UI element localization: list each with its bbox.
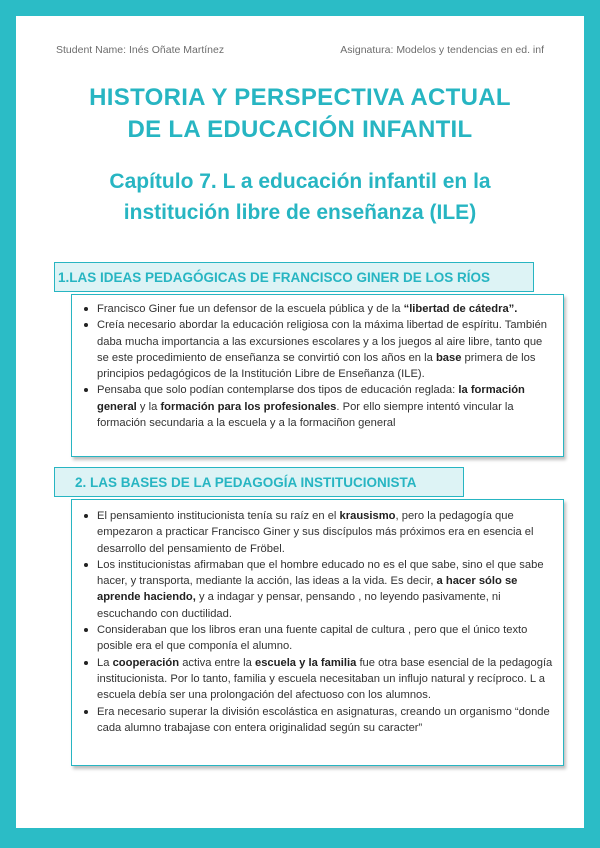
section-1-list: [76, 301, 553, 431]
section-2-box: [71, 499, 564, 766]
main-title-line-1: HISTORIA Y PERSPECTIVA ACTUAL: [89, 84, 511, 111]
main-title-line-2: DE LA EDUCACIÓN INFANTIL: [127, 116, 473, 143]
document-page: [16, 16, 584, 828]
section-2-heading: [54, 467, 464, 497]
section-1-heading: [54, 262, 534, 292]
main-title: [16, 82, 584, 146]
list-item: La cooperación activa entre la escuela y la familia fue otra base esencial de la pedagogía institucionista. Por lo tanto, familia y escuela necesitaban un influjo natural y recíproco. L a escuela debía ser una prolongación del afectuoso con los alumnos.: [76, 655, 553, 704]
section-2-list: [76, 508, 553, 736]
student-name: Student Name: Inés Oñate Martínez: [56, 44, 225, 56]
section-1-box: [71, 294, 564, 457]
subject-name: Asignatura: Modelos y tendencias en ed. inf: [340, 44, 544, 56]
chapter-title-line-2: institución libre de enseñanza (ILE): [123, 201, 477, 224]
list-item: Los institucionistas afirmaban que el hombre educado no es el que sabe, sino el que sabe hacer, y transporta, mediante la acción, las ideas a la vida. Es decir, a hacer sólo se aprende haciendo, y a indagar y pensar, pensando , no leyendo pasivamente, ni escuchando con ductilidad.: [76, 557, 553, 622]
list-item: Consideraban que los libros eran una fuente capital de cultura , pero que el único texto posible era el que componía el alumno.: [76, 622, 553, 655]
list-item: Creía necesario abordar la educación religiosa con la máxima libertad de espíritu. También daba mucha importancia a las excursiones escolares y a los juegos al aire libre, tanto que se este procedimiento de enseñanza se convirtió con los años en la base primera de los principios pedagógicos de la Institución Libre de Enseñanza (ILE).: [76, 317, 553, 382]
chapter-title-line-1: Capítulo 7. L a educación infantil en la: [109, 170, 491, 193]
list-item: Francisco Giner fue un defensor de la escuela pública y de la “libertad de cátedra”.: [76, 301, 553, 317]
list-item: Pensaba que solo podían contemplarse dos tipos de educación reglada: la formación general y la formación para los profesionales. Por ello siempre intentó vincular la formación secundaria a la escuela y a la formaciñon general: [76, 382, 553, 431]
page-header: [56, 44, 544, 56]
section-2-heading-text: 2. LAS BASES DE LA PEDAGOGÍA INSTITUCIONISTA: [75, 474, 417, 490]
list-item: El pensamiento institucionista tenía su raíz en el krausismo, pero la pedagogía que empezaron a practicar Francisco Giner y sus discípulos más próximos era en esencia el desarrollo del pensamiento de Fröbel.: [76, 508, 553, 557]
section-1-heading-text: 1.LAS IDEAS PEDAGÓGICAS DE FRANCISCO GINER DE LOS RÍOS: [58, 269, 491, 285]
list-item: Era necesario superar la división escolástica en asignaturas, creando un organismo “donde cada alumno trabajase con entera originalidad según su caracter”: [76, 704, 553, 737]
chapter-title: [16, 166, 584, 228]
